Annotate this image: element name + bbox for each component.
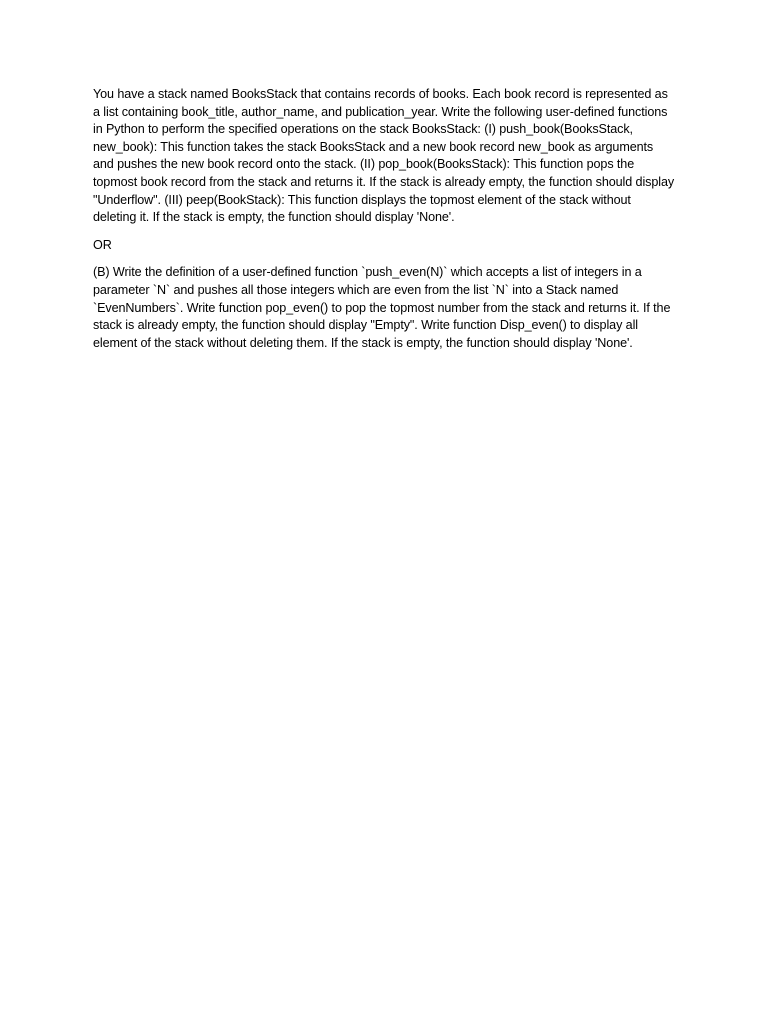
question-a-paragraph: You have a stack named BooksStack that contains records of books. Each book record is represented as a list containing book_title, author_name, and publication_year. Write the following user-defined functions in Python to perform the specified operations on the stack BooksStack: (I) push_book(BooksStack, new_book): This function takes the stack BooksStack and a new book record new_book as arguments and pushes the new book record onto the stack. (II) pop_book(BooksStack): This function pops the topmost book record from the stack and returns it. If the stack is already empty, the function should display "Underflow". (III) peep(BookStack): This function displays the topmost element of the stack without deleting it. If the stack is empty, the function should display 'None'.	[93, 87, 675, 225]
document-page	[93, 86, 677, 362]
or-separator: OR	[93, 237, 112, 252]
question-b-paragraph: (B) Write the definition of a user-defined function `push_even(N)` which accepts a list of integers in a parameter `N` and pushes all those integers which are even from the list `N` into a Stack named `EvenNumbers`. Write function pop_even() to pop the topmost number from the stack and returns it. If the stack is already empty, the function should display "Empty". Write function Disp_even() to display all element of the stack without deleting them. If the stack is empty, the function should display 'None'.	[93, 265, 671, 350]
